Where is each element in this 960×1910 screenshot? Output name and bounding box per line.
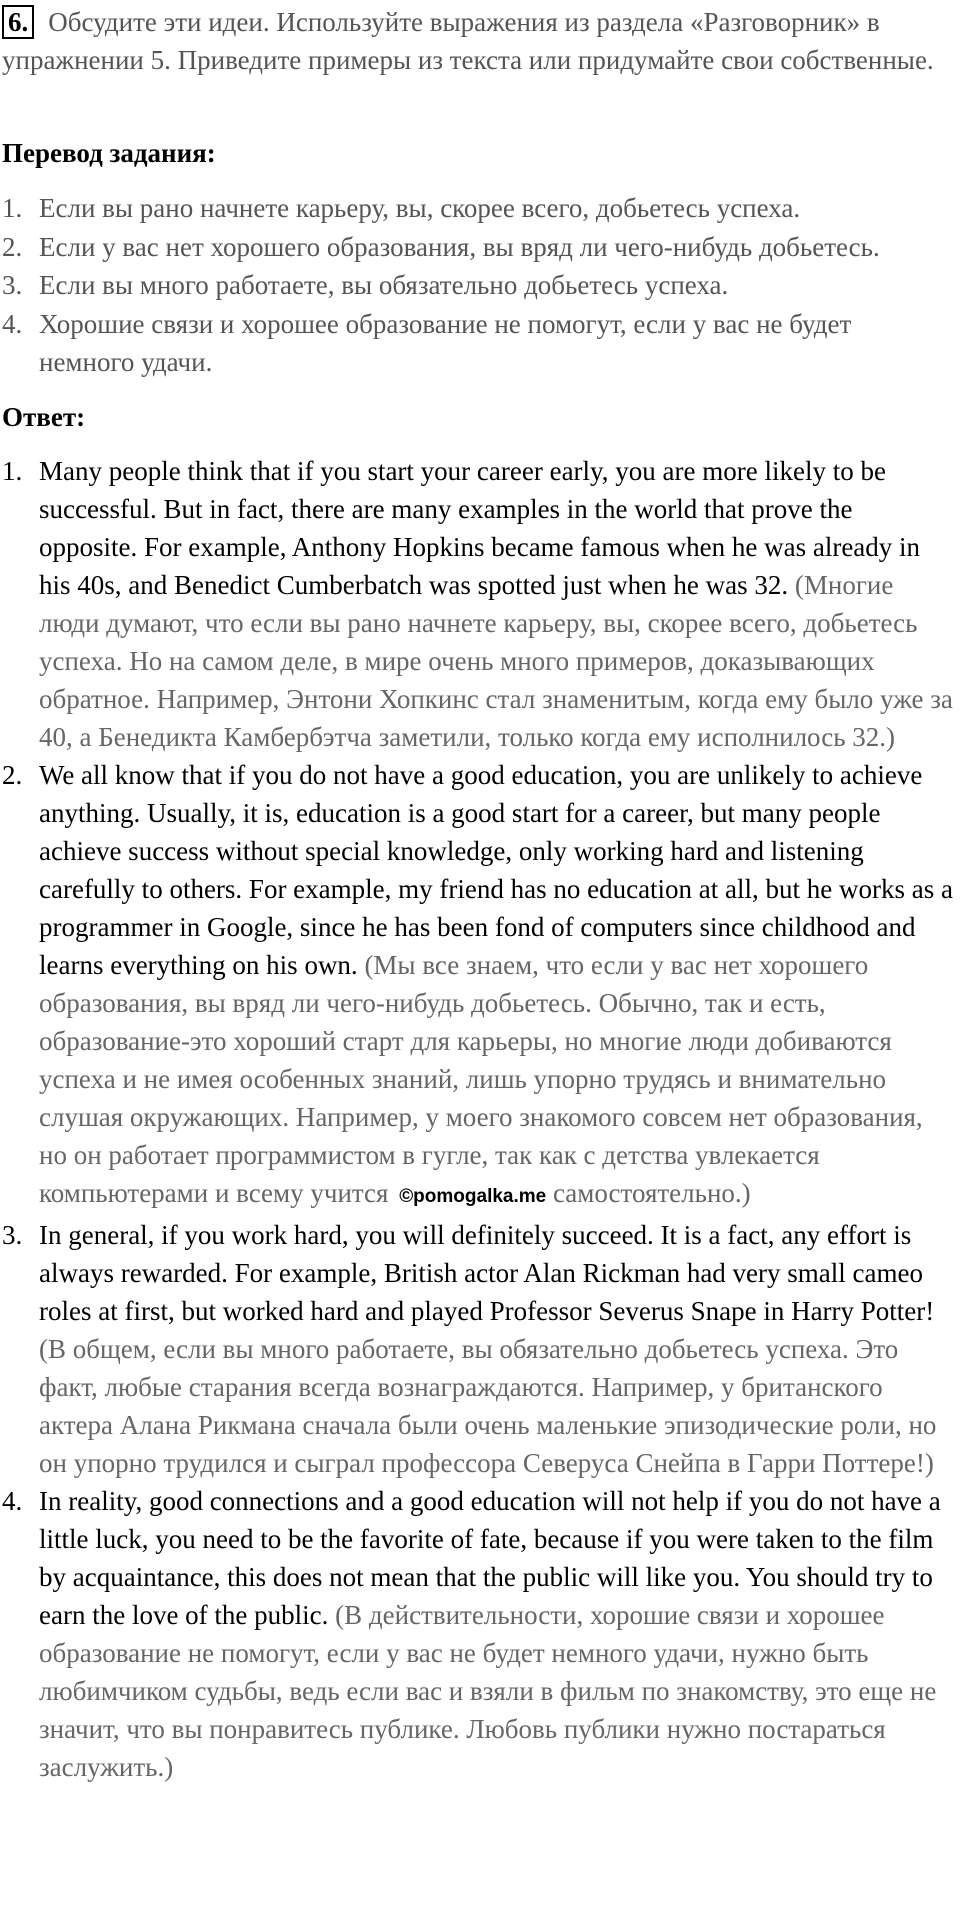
answer-number: 4.: [2, 1486, 23, 1516]
answer-russian: (В действительности, хорошие связи и хорошее образование не помогут, если у вас не будет немного удачи, нужно быть любимчиком судьбы, ведь если вас и взяли в фильм по знакомству, это еще не значит, что вы понравитесь публике. Любовь публики нужно постараться заслужить.): [39, 1600, 937, 1782]
answer-number: 1.: [2, 456, 23, 486]
translation-list: [2, 189, 942, 382]
translation-heading: Перевод задания:: [2, 138, 216, 168]
translation-item: [2, 189, 942, 228]
item-number: 4.: [2, 308, 23, 339]
answer-list: [2, 452, 956, 1786]
answer-item: [2, 452, 956, 756]
task-number: 6.: [2, 5, 34, 39]
translation-item: [2, 266, 942, 305]
answer-english: In reality, good connections and a good education will not help if you do not have a little luck, you need to be the favorite of fate, because if you were taken to the film by acquaintance, this does not mean that the public will like you. You should try to earn the love of the public.: [39, 1486, 941, 1630]
answer-russian: (Многие люди думают, что если вы рано начнете карьеру, вы, скорее всего, добьетесь успеха. Но на самом деле, в мире очень много примеров, доказывающих обратное. Например, Энтони Хопкинс стал знаменитым, когда ему было уже за 40, а Бенедикта Камбербэтча заметили, только когда ему исполнилось 32.): [39, 570, 953, 752]
item-number: 1.: [2, 193, 23, 223]
answer-number: 3.: [2, 1220, 23, 1250]
answer-russian-tail: самостоятельно.): [552, 1178, 751, 1208]
answer-heading: Ответ:: [2, 402, 86, 432]
item-number: 3.: [2, 270, 23, 300]
answer-russian: (Мы все знаем, что если у вас нет хорошего образования, вы вряд ли чего-нибудь добьетесь. Обычно, так и есть, образование-это хороший старт для карьеры, но многие люди добиваются успеха и не имея особенных знаний, лишь упорно трудясь и внимательно слушая окружающих. Например, у моего знакомого совсем нет образования, но он работает программистом в гугле, так как с детства увлекается компьютерами и всему учится: [39, 950, 923, 1208]
answer-item: [2, 756, 956, 1216]
answer-item: [2, 1216, 956, 1482]
watermark: ©pomogalka.me: [399, 1186, 547, 1207]
item-text: Хорошие связи и хорошее образование не помогут, если у вас не будет немного удачи.: [39, 308, 852, 377]
translation-item: [2, 228, 942, 267]
translation-item: [2, 305, 942, 382]
answer-english: Many people think that if you start your career early, you are more likely to be successful. But in fact, there are many examples in the world that prove the opposite. For example, Anthony Hopkins became famous when he was already in his 40s, and Benedict Cumberbatch was spotted just when he was 32.: [39, 456, 921, 600]
answer-english: We all know that if you do not have a good education, you are unlikely to achieve anything. Usually, it is, education is a good start for a career, but many people achieve success without special knowledge, only working hard and listening carefully to others. For example, my friend has no education at all, but he works as a programmer in Google, since he has been fond of computers since childhood and learns everything on his own.: [39, 760, 953, 980]
answer-english: In general, if you work hard, you will definitely succeed. It is a fact, any effort is always rewarded. For example, British actor Alan Rickman had very small cameo roles at first, but worked hard and played Professor Severus Snape in Harry Potter!: [39, 1220, 935, 1326]
item-text: Если вы рано начнете карьеру, вы, скорее всего, добьетесь успеха.: [39, 193, 801, 223]
task-text: Обсудите эти идеи. Используйте выражения из раздела «Разговорник» в упражнении 5. Приведите примеры из текста или придумайте свои собственные.: [2, 7, 934, 75]
answer-number: 2.: [2, 760, 23, 790]
answer-item: [2, 1482, 956, 1786]
item-text: Если у вас нет хорошего образования, вы вряд ли чего-нибудь добьетесь.: [39, 231, 880, 262]
task-prompt: [2, 3, 952, 79]
item-number: 2.: [2, 231, 23, 262]
answer-russian: (В общем, если вы много работаете, вы обязательно добьетесь успеха. Это факт, любые старания всегда вознаграждаются. Например, у британского актера Алана Рикмана сначала были очень маленькие эпизодические роли, но он упорно трудился и сыграл профессора Северуса Снейпа в Гарри Поттере!): [39, 1334, 937, 1478]
item-text: Если вы много работаете, вы обязательно добьетесь успеха.: [39, 270, 729, 300]
